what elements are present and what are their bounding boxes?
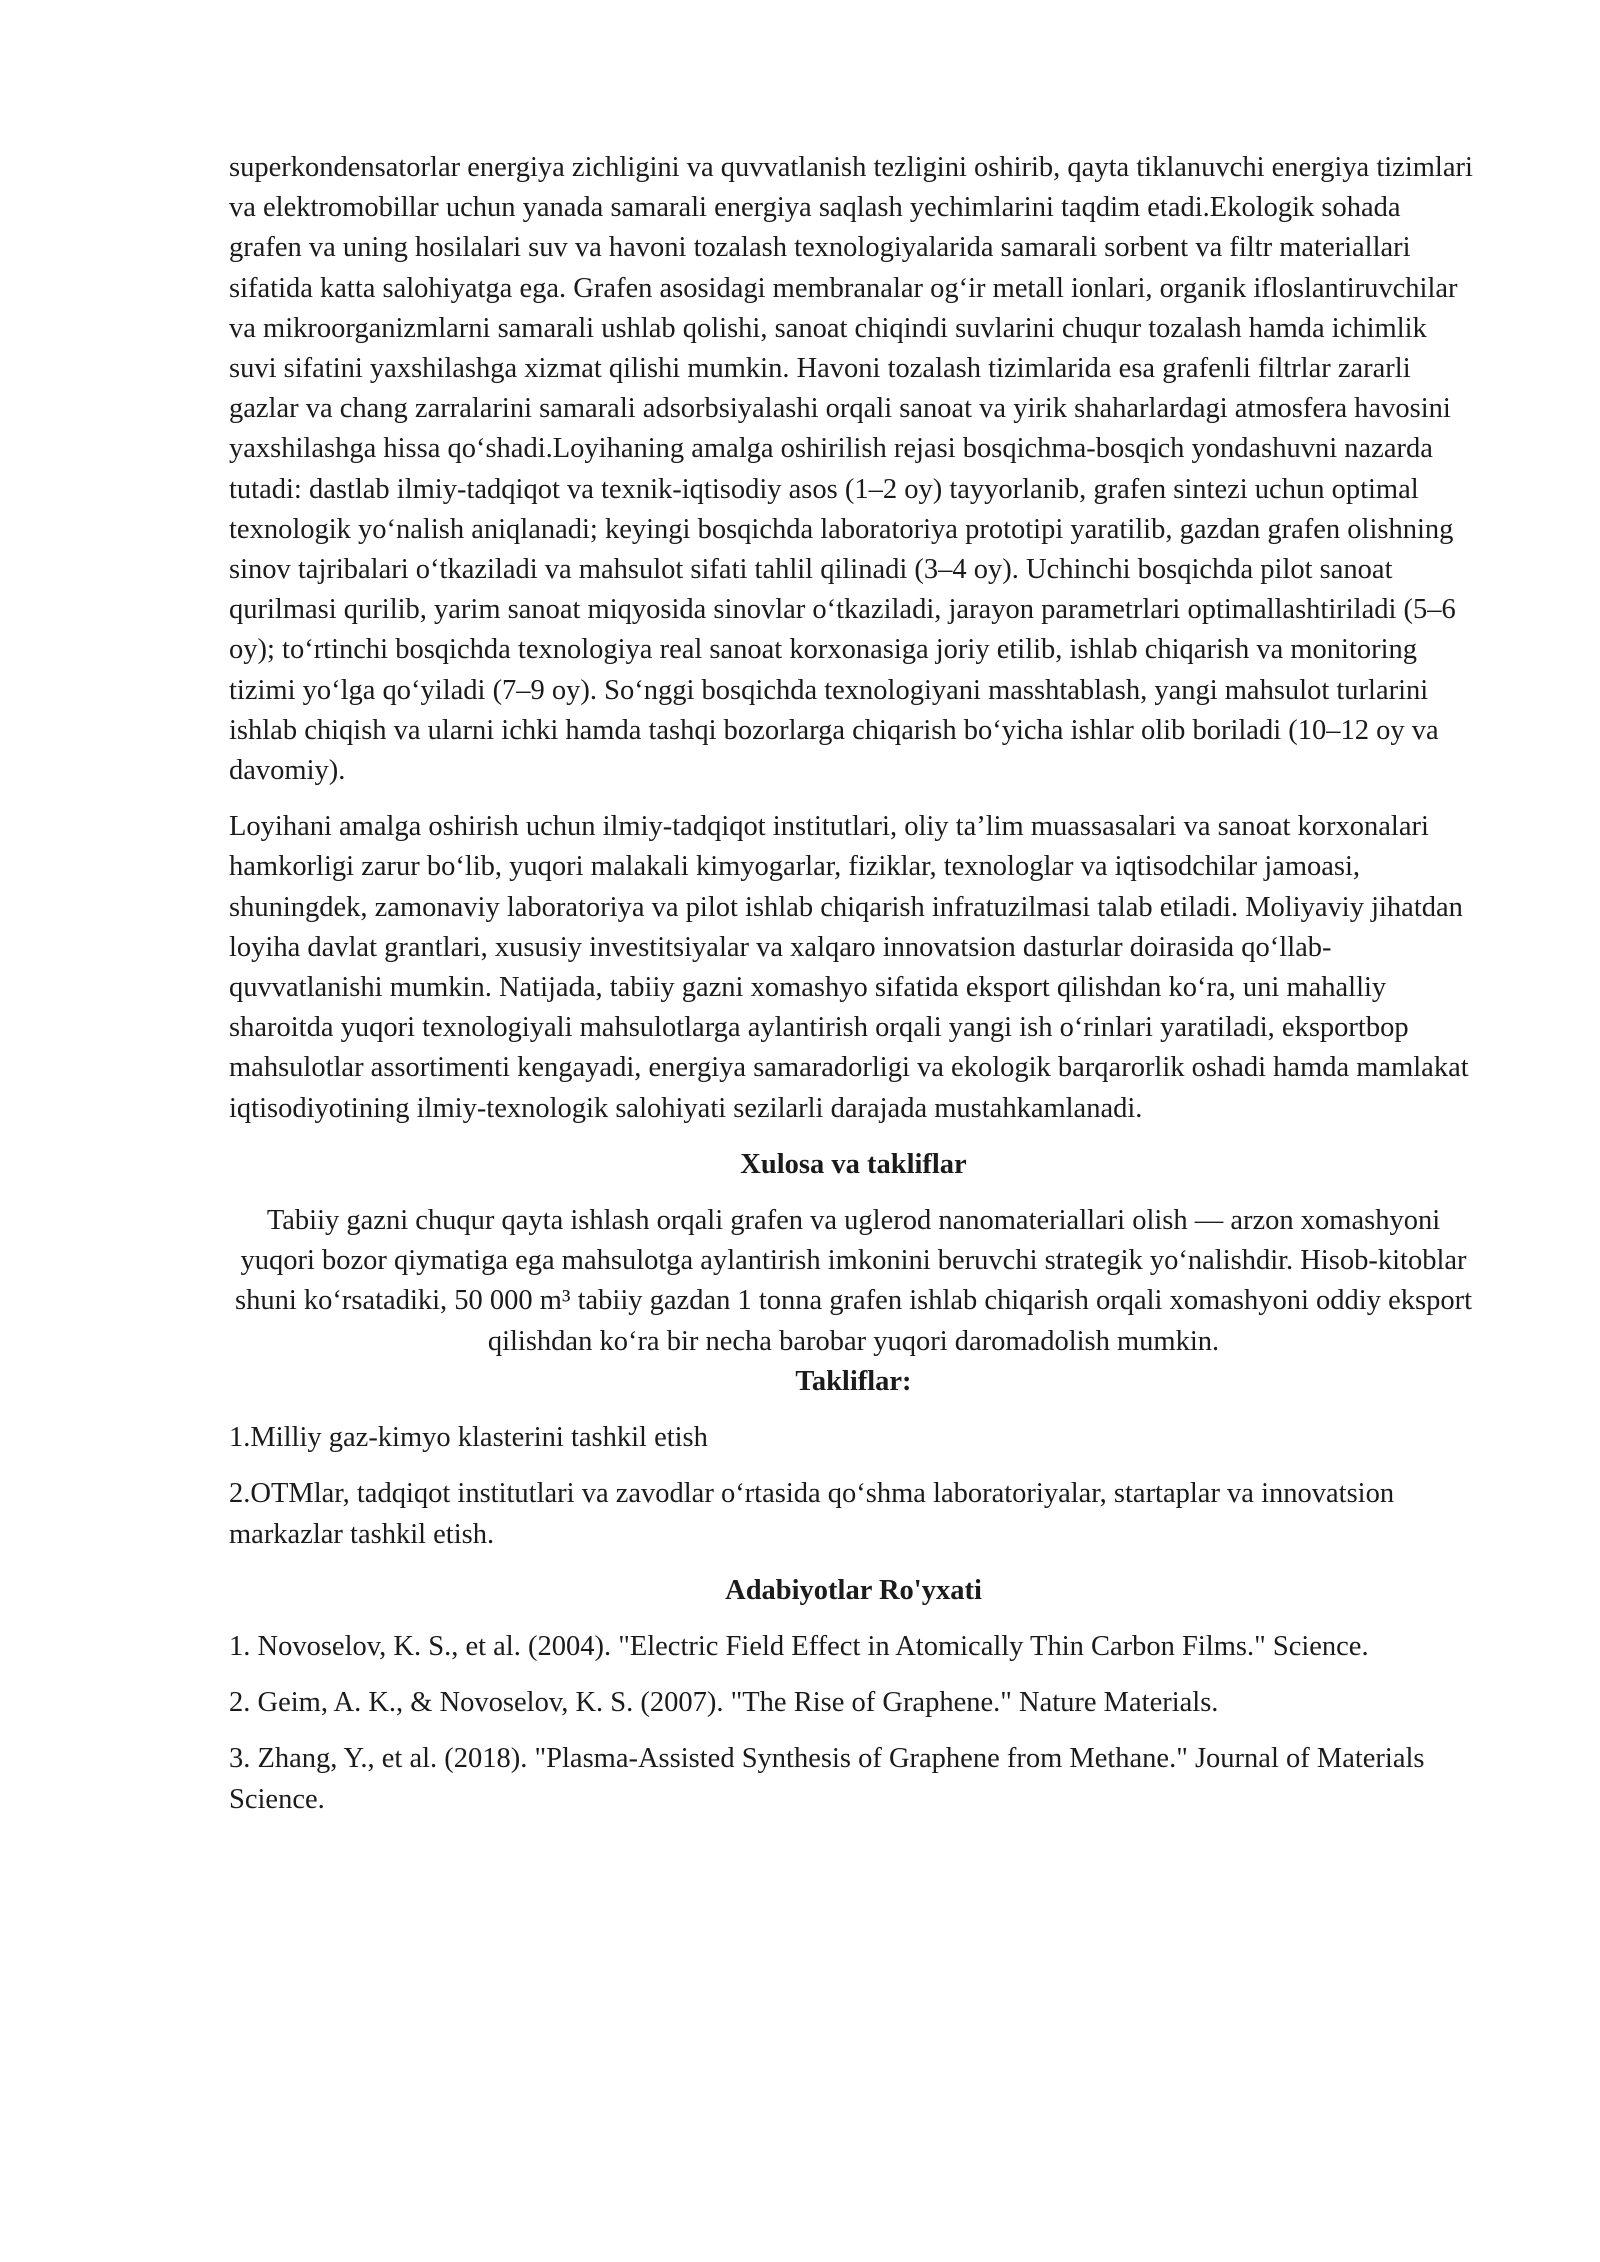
reference-item: 2. Geim, A. K., & Novoselov, K. S. (2007). "The Rise of Graphene." Nature Materials. [229, 1687, 1219, 1719]
proposal-item: 2.OTMlar, tadqiqot institutlari va zavodlar o‘rtasida qo‘shma laboratoriyalar, startaplar va innovatsion markazlar tashkil etish. [229, 1478, 1395, 1550]
conclusion-heading: Xulosa va takliflar [740, 1148, 967, 1180]
reference-item: 1. Novoselov, K. S., et al. (2004). "Electric Field Effect in Atomically Thin Carbon Films." Science. [229, 1630, 1369, 1662]
reference-item: 3. Zhang, Y., et al. (2018). "Plasma-Assisted Synthesis of Graphene from Methane." Journal of Materials Science. [229, 1743, 1425, 1815]
proposal-item: 1.Milliy gaz-kimyo klasterini tashkil etish [229, 1422, 708, 1454]
body-paragraph-implementation: superkondensatorlar energiya zichligini va quvvatlanish tezligini oshirib, qayta tiklanuvchi energiya tizimlari va elektromobillar uchun yanada samarali energiya saqlash yechimlarini taqdim etadi.Ekologik sohada grafen va uning hosilalari suv va havoni tozalash texnologiyalarida samarali sorbent va filtr materiallari sifatida katta salohiyatga ega. Grafen asosidagi membranalar og‘ir metall ionlari, organik ifloslantiruvchilar va mikroorganizmlarni samarali ushlab qolishi, sanoat chiqindi suvlarini chuqur tozalash hamda ichimlik suvi sifatini yaxshilashga xizmat qilishi mumkin. Havoni tozalash tizimlarida esa grafenli filtrlar zararli gazlar va chang zarralarini samarali adsorbsiyalashi orqali sanoat va yirik shaharlardagi atmosfera havosini yaxshilashga hissa qo‘shadi.Loyihaning amalga oshirilish rejasi bosqichma-bosqich yondashuvni nazarda tutadi: dastlab ilmiy-tadqiqot va texnik-iqtisodiy asos (1–2 oy) tayyorlanib, grafen sintezi uchun optimal texnologik yo‘nalish aniqlanadi; keyingi bosqichda laboratoriya prototipi yaratilib, gazdan grafen olishning sinov tajribalari o‘tkaziladi va mahsulot sifati tahlil qilinadi (3–4 oy). Uchinchi bosqichda pilot sanoat qurilmasi qurilib, yarim sanoat miqyosida sinovlar o‘tkaziladi, jarayon parametrlari optimallashtiriladi (5–6 oy); to‘rtinchi bosqichda texnologiya real sanoat korxonasiga joriy etilib, ishlab chiqarish va monitoring tizimi yo‘lga qo‘yiladi (7–9 oy). So‘nggi bosqichda texnologiyani masshtablash, yangi mahsulot turlarini ishlab chiqish va ularni ichki hamda tashqi bozorlarga chiqarish bo‘yicha ishlar olib boriladi (10–12 oy va davomiy). [229, 152, 1473, 787]
body-paragraph-cooperation: Loyihani amalga oshirish uchun ilmiy-tadqiqot institutlari, oliy ta’lim muassasalari va sanoat korxonalari hamkorligi zarur bo‘lib, yuqori malakali kimyogarlar, fiziklar, texnologlar va iqtisodchilar jamoasi, shuningdek, zamonaviy laboratoriya va pilot ishlab chiqarish infratuzilmasi talab etiladi. Moliyaviy jihatdan loyiha davlat grantlari, xususiy investitsiyalar va xalqaro innovatsion dasturlar doirasida qo‘llab-quvvatlanishi mumkin. Natijada, tabiiy gazni xomashyo sifatida eksport qilishdan ko‘ra, uni mahalliy sharoitda yuqori texnologiyali mahsulotlarga aylantirish orqali yangi ish o‘rinlari yaratiladi, eksportbop mahsulotlar assortimenti kengayadi, energiya samaradorligi va ekologik barqarorlik oshadi hamda mamlakat iqtisodiyotining ilmiy-texnologik salohiyati sezilarli darajada mustahkamlanadi. [229, 811, 1469, 1124]
conclusion-text: Tabiiy gazni chuqur qayta ishlash orqali grafen va uglerod nanomateriallari olish — arzon xomashyoni yuqori bozor qiymatiga ega mahsulotga aylantirish imkonini beruvchi strategik yo‘nalishdir. Hisob-kitoblar shuni ko‘rsatadiki, 50 000 m³ tabiiy gazdan 1 tonna grafen ishlab chiqarish orqali xomashyoni oddiy eksport qilishdan ko‘ra bir necha barobar yuqori daromadolish mumkin. [235, 1205, 1472, 1357]
references-heading: Adabiyotlar Ro'yxati [725, 1574, 982, 1606]
proposals-heading: Takliflar: [795, 1365, 912, 1397]
